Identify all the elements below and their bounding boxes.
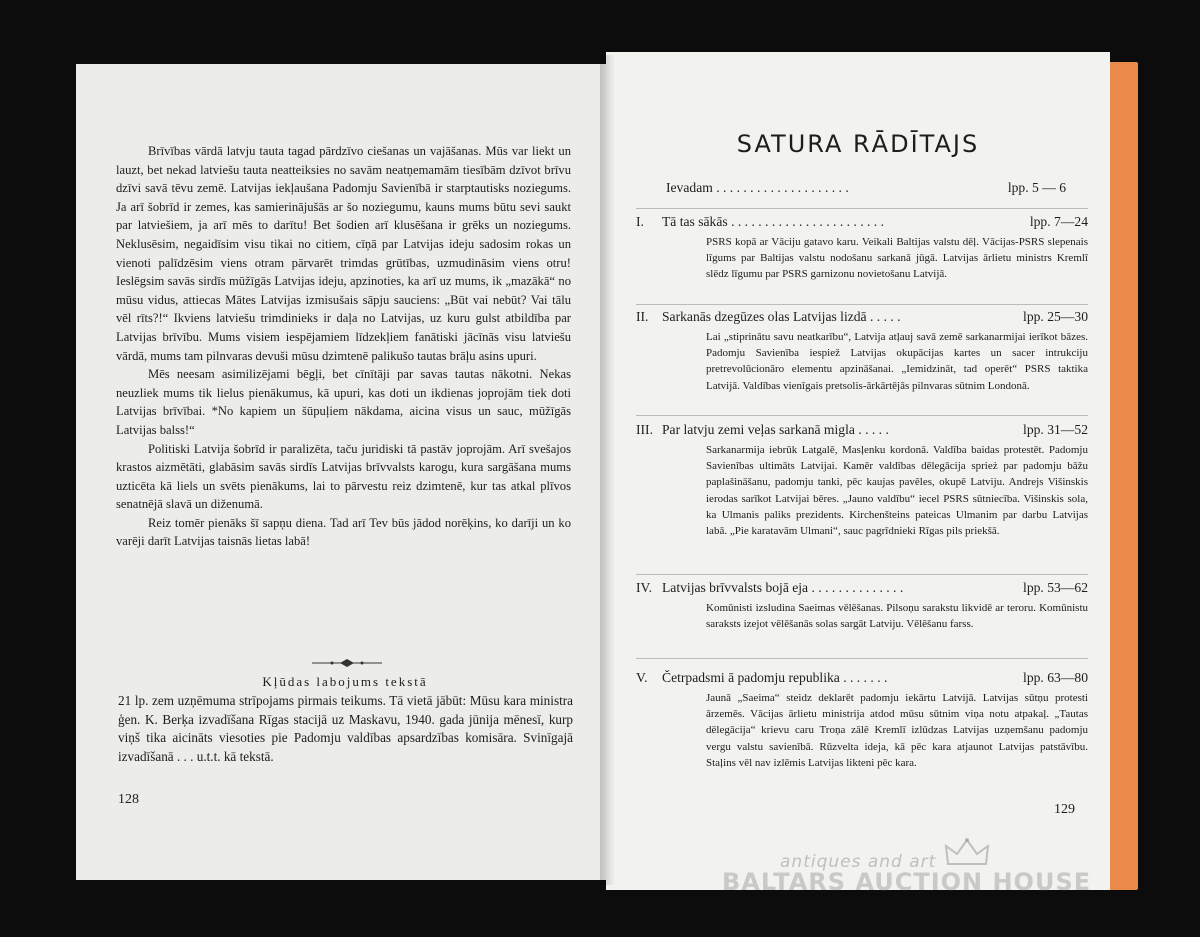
paragraph: Politiski Latvija šobrīd ir paralizēta, taču juridiski tā pastāv joprojām. Arī svešajos krastos aizmētāti, glabāsim savās sirdīs Latvijas brīvvalsts karogu, kura sargāšana mums uzticēta kā liels un svēts pienākums, lai to pārvestu reiz dzimtenē, kur tas atkal plīvos senatnējā slavā un diženumā. bbox=[116, 441, 571, 512]
chapter-pages: lpp. 7—24 bbox=[1029, 214, 1088, 229]
chapter-title: Latvijas brīvvalsts bojā eja . . . . . . . . . . . . . . bbox=[662, 580, 904, 595]
chapter-number: V. bbox=[636, 670, 648, 685]
chapter-title: Par latvju zemi veļas sarkanā migla . . . . . bbox=[662, 422, 889, 437]
chapter-title: Tā tas sākās . . . . . . . . . . . . . . . . . . . . . . . bbox=[662, 214, 885, 229]
toc-separator bbox=[636, 658, 1088, 660]
toc-intro-row bbox=[666, 180, 1066, 196]
chapter-pages: lpp. 53—62 bbox=[1023, 580, 1088, 595]
chapter-description: Komūnisti izsludina Saeimas vēlēšanas. Pilsoņu sarakstu likvidē ar teroru. Komūnistu saraksts izejot vēlēšanās solas sargāt Latviju. Vēlēšanu farss. bbox=[706, 602, 1088, 631]
toc-chapter bbox=[636, 420, 1088, 539]
chapter-pages: lpp. 63—80 bbox=[1023, 670, 1088, 685]
toc-separator bbox=[636, 304, 1088, 306]
chapter-title: Sarkanās dzegūzes olas Latvijas lizdā . . . . . bbox=[662, 309, 901, 324]
toc-title: SATURA RĀDĪTAJS bbox=[736, 130, 980, 158]
toc-chapter-heading bbox=[636, 212, 1088, 232]
toc-intro-pages: lpp. 5 — 6 bbox=[1007, 180, 1066, 195]
toc-chapter bbox=[636, 578, 1088, 632]
chapter-number: III. bbox=[636, 422, 653, 437]
book-gutter bbox=[600, 55, 614, 885]
chapter-pages: lpp. 25—30 bbox=[1023, 309, 1088, 324]
chapter-number: IV. bbox=[636, 580, 652, 595]
toc-separator bbox=[636, 208, 1088, 210]
chapter-description: PSRS kopā ar Vāciju gatavo karu. Veikali Baltijas valstu dēļ. Vācijas-PSRS slepenais līgums par Baltijas valstu nodošanu sarkanā jūgā. Latvijas ārlietu ministrs Kremlī slēdz līgumu par PSRS garnizonu novietošanu Latvijā. bbox=[706, 236, 1088, 281]
left-body-text bbox=[116, 142, 571, 551]
chapter-description: Lai „stiprinātu savu neatkarību“, Latvija atļauj savā zemē sarkanarmijai ierīkot bāzes. Padomju Savienība iespiež Latvijas okupācijas kartes un sacer intrukciju pretrevolūcionāro elementu apzināšanai. „Iemidzināt, tad operēt“ PSRS taktika Latvijā. Valdības vienīgais pretsolis-ārkārtējās pilnvaras sūtnim Londonā. bbox=[706, 331, 1088, 392]
page-number-left: 128 bbox=[118, 792, 139, 807]
paragraph: Mēs neesam asimilizējami bēgļi, bet cīnītāji par savas tautas nākotni. Nekas neuzliek mums tik lielus pienākumus, kā upuri, kas doti un ikdienas joprojām tiek doti Latvijas brīvībai. *No kapiem un šūpuļiem nākdama, aicina visus un sauc, mūžīgās Latvijas balss!“ bbox=[116, 367, 571, 437]
chapter-pages: lpp. 31—52 bbox=[1023, 422, 1088, 437]
toc-chapter bbox=[636, 212, 1088, 283]
watermark-brand: BALTARS AUCTION HOUSE bbox=[722, 868, 1092, 896]
toc-chapter bbox=[636, 668, 1088, 771]
toc-intro-label: Ievadam . . . . . . . . . . . . . . . . . . . . bbox=[666, 180, 849, 195]
crown-logo-icon bbox=[944, 838, 990, 866]
right-page bbox=[606, 52, 1110, 890]
errata-title: Kļūdas labojums tekstā bbox=[262, 674, 428, 689]
chapter-description: Jaunā „Saeima“ steidz deklarēt padomju iekārtu Latvijā. Latvijas sūtņu protesti ārzemēs. Vācijas ārlietu ministrija atdod mūsu sūtnim viņa notu atpakaļ. „Tautas dēlegācija“ krievu caru Troņa zālē Kremlī izlūdzas Latvijas uzņemšanu padomju vergu valstu savienībā. Rūzvelta ideja, kā pēc kara atjaunot Latvijas patstāvību. Staļins vēl nav izlēmis Latvijas likteni pēc kara. bbox=[706, 692, 1088, 769]
toc-separator bbox=[636, 415, 1088, 417]
watermark-tagline: antiques and art bbox=[780, 852, 937, 872]
page-number-right: 129 bbox=[1054, 802, 1075, 817]
toc-chapter bbox=[636, 307, 1088, 394]
chapter-description: Sarkanarmija iebrūk Latgalē, Masļenku kordonā. Valdība baidas protestēt. Padomju Savienības ultimāts Latvijai. Kamēr valdības dēlegācija sprież par padomju bāžu paplašināšanu, padomju tanki, pēc kaujas pavēles, okupē Latviju. Andrejs Višinskis ierodas sarīkot Latvijai bēres. „Jauno valdību“ iecel PSRS sūtniecība. Višinskis sola, ka Ulmanis paliks prezidents. Kirchenšteins pateicas Ulmanim par darbu Latvijas labā. „Pie karatavām Ulmani“, sauc pagrīdnieki Rīgas pils priekšā. bbox=[706, 444, 1088, 538]
left-page bbox=[76, 64, 606, 880]
paragraph: Brīvības vārdā latvju tauta tagad pārdzīvo ciešanas un vajāšanas. Mūs var liekt un lauzt, bet nekad latviešu tauta neatteiksies no savām neatņemamām tiesībām dzīvot brīvu dzīvi savā tēvu zemē. Latvijas iekļaušana Padomju Savienībā ir starptautisks noziegums. Ja arī šobrīd ir zemes, kas samierinājušās ar šo noziegumu, kauns mums būtu sevi saukt par latviešiem, ja arī mēs to darītu! Bet šodien arī klusēšana ir grēks un noziegums. Neklusēsim, negaidīsim visu tikai no citiem, cīņā par Latvijas ideju sadosim rokas un vienoti palīdzēsim viens otram pārvarēt trimdas grūtības, uzmudināsim viens otru! Ieslēgsim savās sirdīs mūžīgās Latvijas ideju, apzinoties, ka arī uz mums, ik „mazākā“ no mūsu vidus, attiecas Mātes Latvijas izmisušais sāpju sauciens: „Būt vai nebūt? Vai tālu vēl rīts?!“ Ikviens latviešu trimdinieks ir daļa no Latvijas, uz kuru gulst atbildība par Latvijas brīvību. Mums visiem iespējamiem līdzekļiem fanātiski jācīnās visu latviešu vārdā, mums tam pilnvaras devuši mūsu dzimtenē palikušo tautas brāļu asins upuri. bbox=[116, 144, 571, 363]
paragraph: Reiz tomēr pienāks šī sapņu diena. Tad arī Tev būs jādod norēķins, ko darīji un ko varēji darīt Latvijas taisnās lietas labā! bbox=[116, 515, 571, 549]
chapter-title: Četrpadsmi ā padomju republika . . . . . . . bbox=[662, 670, 888, 685]
errata-text: 21 lp. zem uzņēmuma strīpojams pirmais teikums. Tā vietā jābūt: Mūsu kara ministra ģen. K. Berķa izvadīšana Rīgas stacijā uz Maskavu, 1940. gada jūnija mēnesī, kurp viņš tika aicināts viesoties pie Padomju valdības apsardzības komisāra. Svinīgajā izvadīšanā . . . u.t.t. kā tekstā. bbox=[118, 693, 573, 764]
toc-chapter-heading bbox=[636, 307, 1088, 327]
toc-chapter-heading bbox=[636, 420, 1088, 440]
chapter-number: I. bbox=[636, 214, 644, 229]
toc-separator bbox=[636, 574, 1088, 576]
divider-ornament-icon bbox=[312, 659, 382, 667]
toc-chapter-heading bbox=[636, 668, 1088, 688]
toc-chapter-heading bbox=[636, 578, 1088, 598]
chapter-number: II. bbox=[636, 309, 649, 324]
